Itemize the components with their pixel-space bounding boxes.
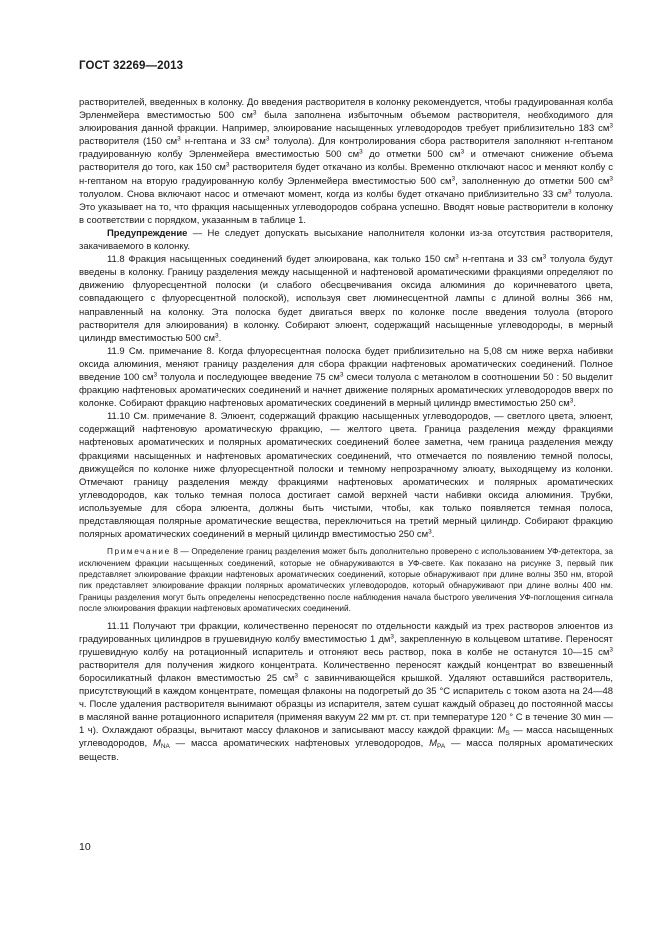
superscript: 3 (214, 332, 219, 340)
text-run: и отмечают снижение объема растворителя до того, как 150 см (79, 149, 613, 174)
subscript: PA (437, 743, 446, 751)
page-number: 10 (79, 841, 91, 853)
note-8 (79, 546, 613, 614)
paragraph-11-9 (79, 345, 613, 410)
symbol-m: M (152, 738, 161, 750)
symbol-m: M (497, 725, 506, 737)
subscript: NA (160, 743, 170, 751)
text-run: н-гептана и 33 см (458, 254, 543, 266)
document-header: ГОСТ 32269—2013 (79, 60, 184, 72)
text-run: растворителей, введенных в колонку. До введения растворителя в колонку рекомендуется, чтобы градуированная колба Эрленмейера вместимостью 500 см (79, 97, 613, 122)
superscript: 3 (609, 122, 613, 130)
paragraph-11-8 (79, 253, 613, 345)
text-run: 11.10 См. примечание 8. Элюент, содержащий фракцию насыщенных углеводородов, — светлого цвета, элюент, содержащий нафтеновую ароматическую фракцию, — желтого цвета. Граница разделения между фракциями нафтеновых ароматических и полярных ароматических соединений более заметна, чем граница разделения между фракциями насыщенных и нафтеновых ароматических соединений, что отмечается по появлению темной полосы, движущейся по колонке ниже флуоресцентной полоски и темному непрозрачному элюату, выходящему из колонки. Отмечают границу разделения между фракциями нафтеновых ароматических и полярных ароматических углеводородов, как только темная полоса достигает самой верхней части набивки оксида алюминия. Трубки, используемые для сбора элюента, должны быть чистыми, чтобы, как только появляется темная полоса, представляющая полярные ароматические вещества, переключиться на третий мерный цилиндр. Собирают фракцию полярных ароматических соединений в мерный цилиндр вместимостью 250 см (79, 411, 613, 541)
superscript: 3 (609, 175, 613, 183)
superscript: 3 (339, 371, 344, 379)
text-run: до отметки 500 см (362, 149, 461, 161)
text-run: толуола и последующее введение 75 см (157, 371, 340, 383)
text-run: 11.11 Получают три фракции, количественно переносят по отдельности каждый из трех растворов элюентов из градуированных цилиндров в грушевидную колбу вместимостью 1 дм (79, 620, 613, 645)
superscript: 3 (569, 397, 574, 405)
superscript: 3 (451, 175, 456, 183)
warning-label: Предупреждение (107, 227, 188, 239)
superscript: 3 (294, 672, 298, 680)
warning-paragraph (79, 227, 613, 253)
text-run: толуола. Это указывает на то, что фракция насыщенных углеводородов собрана успешно. Вводят новые растворители в колонку в соответствии с порядком, указанным в таблице 1. (79, 188, 613, 226)
superscript: 3 (252, 109, 257, 117)
superscript: 3 (359, 148, 363, 156)
note-text: 8 — Определение границ разделения может быть дополнительно проверено с использованием УФ-детектора, за исключением фракции насыщенных соединений, которые не обнаруживаются в УФ-свете. Как показано на рисунке 3, первый пик представляет элюирование фракции нафтеновых ароматических соединений, которые обнаруживают при длине волны 350 нм, второй пик представляет элюирование фракции полярных ароматических углеводородов, который обнаруживают при длине волны 400 нм. Границы разделения могут быть определены непосредственно после наблюдения начала быстрого увеличения УФ-поглощения сигнала после элюирования фракции нафтеновых ароматических соединений. (79, 547, 613, 614)
text-run: н-гептана и 33 см (180, 136, 266, 148)
paragraph-11-10 (79, 410, 613, 541)
superscript: 3 (177, 135, 181, 143)
text-run: толуолом. Снова включают насос и отмечают момент, когда из колбы будет откачано приблизительно 33 см (79, 188, 568, 200)
paragraph-intro (79, 96, 613, 227)
text-run: . (218, 332, 222, 344)
text-run: растворителя для получения жидкого концентрата. Количественно переносят каждый концентрат во взвешенный боросиликатный флакон вместимостью 25 см (79, 659, 613, 684)
text-run: , закрепленную в кольцевом штативе. Переносят грушевидную колбу на ротационный испаритель и отгоняют весь раствор, пока в колбе не останутся 10—15 см (79, 633, 613, 658)
text-run: с завинчивающейся крышкой. Удаляют оставшийся растворитель, присутствующий в каждом концентрате, помещая флаконы на подогретый до 35 °С испаритель с током азота на 24—48 ч. После удаления растворителя вынимают образцы из испарителя, затем сушат каждый образец до постоянной массы в масляной ванне ротационного испарителя (применяя вакуум 22 мм рт. ст. при температуре 120 ° С в течение 30 мин — 1 ч). Охлаждают образцы, вычитают массу флаконов и записывают массу каждой фракции: (79, 673, 613, 737)
document-body (79, 96, 613, 764)
superscript: 3 (265, 135, 270, 143)
superscript: 3 (225, 161, 230, 169)
note-label: Примечание (107, 547, 171, 557)
text-run: растворителя (150 см (79, 136, 178, 148)
superscript: 3 (542, 253, 547, 261)
superscript: 3 (567, 188, 572, 196)
superscript: 3 (455, 253, 459, 261)
text-run: толуола будут введены в колонку. Границу разделения между насыщенной и нафтеновой ароматическими фракциями определяют по движению флуоресцентной полоски (и слабого обесцвечивания оксида алюминия до коричневатого цвета, совпадающего с флуоресцентной полоской), используя свет люминесцентной лампы с длиной волны 366 нм, направленный на колонку. Эта полоска будет двигаться вверх по колонке после введения толуола (второго растворителя для элюирования) в колонку. Собирают элюент, содержащий насыщенные углеводороды, в мерный цилиндр вместимостью 500 см (79, 254, 614, 344)
text-run: толуола). Для контролирования сбора растворителя заполняют н-гептаном градуированную колбу Эрленмейера вместимостью 500 см (79, 136, 613, 161)
superscript: 3 (390, 633, 395, 641)
superscript: 3 (609, 646, 613, 654)
paragraph-11-11 (79, 620, 613, 764)
text-run: смеси толуола с метанолом в соотношении 50 : 50 выделит фракцию нафтеновых ароматических соединений и начнет движение полярных ароматических углеводородов вверх по колонке. Собирают фракцию нафтеновых ароматических соединений в мерный цилиндр вместимостью 250 см (79, 371, 613, 410)
superscript: 3 (428, 528, 432, 536)
text-run: . (573, 398, 576, 410)
text-run: , заполненную до отметки 500 см (455, 175, 610, 187)
text-run: — масса ароматических нафтеновых углеводородов, (169, 738, 430, 750)
symbol-m: M (429, 738, 437, 750)
text-run: 11.8 Фракция насыщенных соединений будет элюирована, как только 150 см (107, 254, 456, 266)
text-run: 11.9 См. примечание 8. Когда флуоресцентная полоска будет приблизительно на 5,08 см ниже верха набивки оксида алюминия, меняют границу разделения для сбора фракции нафтеновых ароматических соединений. Полное введение 100 см (79, 345, 613, 383)
text-run: была заполнена избыточным объемом растворителя, необходимого для элюирования данной фракции. Например, элюирование насыщенных углеводородов требует приблизительно 183 см (79, 110, 613, 135)
text-run: — масса полярных ароматических веществ. (79, 738, 613, 763)
superscript: 3 (460, 148, 465, 156)
warning-text: — Не следует допускать высыхание наполнителя колонки из-за отсутствия растворителя, закачиваемого в колонку. (79, 227, 613, 253)
subscript: S (505, 730, 510, 738)
text-run: — масса насыщенных углеводородов, (79, 725, 614, 750)
superscript: 3 (153, 371, 158, 379)
text-run: растворителя будет откачано из колбы. Временно отключают насос и меняют колбу с н-гептаном на вторую градуированную колбу Эрленмейера вместимостью 500 см (79, 162, 613, 187)
text-run: . (431, 529, 435, 541)
